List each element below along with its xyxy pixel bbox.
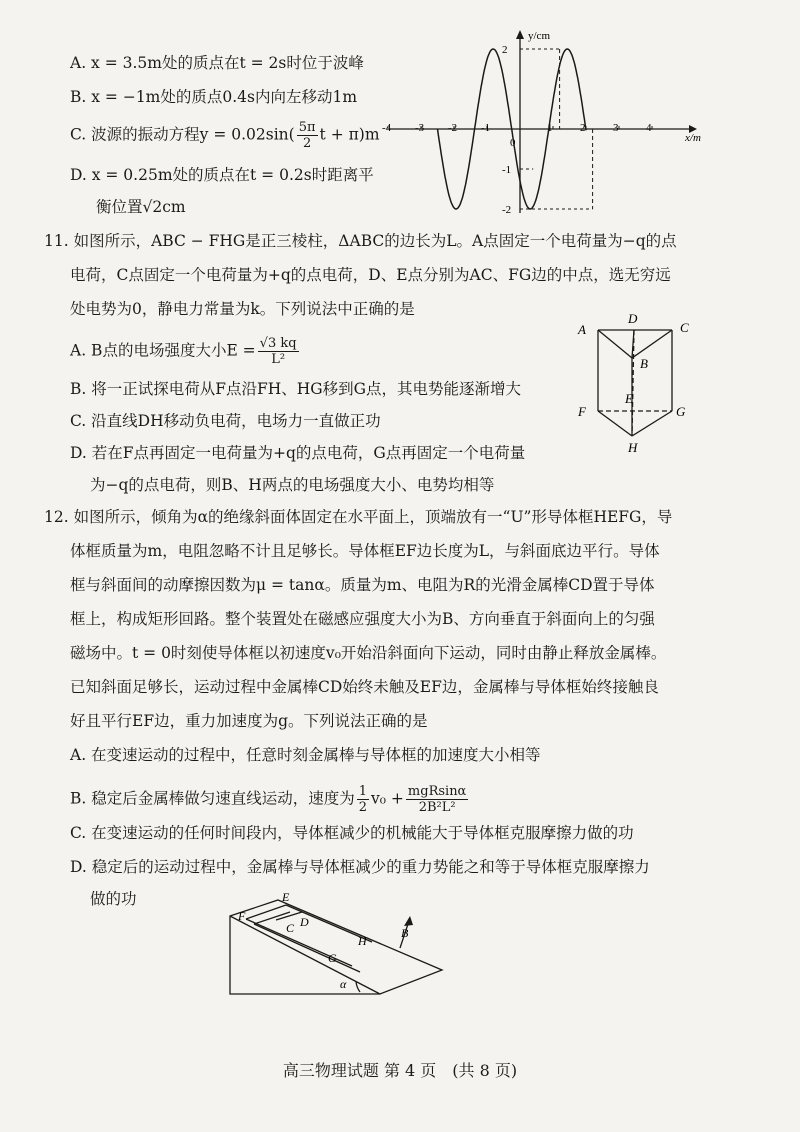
q11-stem-line3: 处电势为0，静电力常量为k。下列说法中正确的是 [70,300,415,318]
y-axis-arrow [516,30,524,39]
fraction-denominator: L² [271,352,286,367]
x-tick-label: 4 [646,122,652,134]
q12-option-a: A. 在变速运动的过程中，任意时刻金属棒与导体框的加速度大小相等 [70,746,541,764]
field-arrow-head [404,916,413,926]
x-tick-label: -1 [481,122,491,134]
q11-option-a-fraction [258,336,299,367]
label-F: F [578,404,586,419]
y-tick-label: 2 [502,44,508,56]
q12-option-b [70,784,470,815]
x-tick-label: 3 [613,122,619,134]
q11-option-b: B. 将一正试探电荷从F点沿FH、HG移到G点，其电势能逐渐增大 [70,380,522,398]
q11-option-d-line2: 为−q的点电荷，则B、H两点的电场强度大小、电势均相等 [90,476,495,494]
label-C: C [680,320,689,335]
label-B: B [640,356,648,371]
q12-stem-line2: 体框质量为m，电阻忽略不计且足够长。导体框EF边长度为L，与斜面底边平行。导体 [70,542,660,560]
y-axis-label: y/cm [528,30,550,42]
q12-stem-line1: 12. 如图所示，倾角为α的绝缘斜面体固定在水平面上，顶端放有一“U”形导体框HEFG，导 [44,508,673,526]
x-tick-label: 1 [547,122,553,134]
label-F: F [238,909,246,923]
x-tick-label: -4 [382,122,392,134]
incline-figure [220,888,460,1000]
q12-option-b-fraction2 [406,784,468,815]
x-tick-label: -3 [415,122,425,134]
x-tick-label: -2 [448,122,458,134]
incline-lines [230,900,442,994]
label-H: H [628,440,638,455]
q12-option-d-line2: 做的功 [90,890,137,908]
q12-option-b-pre: B. 稳定后金属棒做匀速直线运动，速度为 [70,789,355,808]
label-E: E [625,391,633,406]
label-C: C [286,921,295,935]
q10-option-c-post: t + π)m [319,125,380,144]
fraction-numerator: 5π [298,120,316,135]
prism-figure [570,308,700,458]
q11-stem-line2: 电荷，C点固定一个电荷量为+q的点电荷，D、E点分别为AC、FG边的中点，选无穷远 [70,266,671,284]
q11-option-a-pre: A. B点的电场强度大小E = [70,341,256,360]
q10-option-c-pre: C. 波源的振动方程y = 0.02sin( [70,125,295,144]
label-G: G [676,404,686,419]
q11-option-c: C. 沿直线DH移动负电荷，电场力一直做正功 [70,412,381,430]
q11-option-a [70,336,301,367]
y-tick-label: -1 [502,164,512,176]
q12-stem-line6: 已知斜面足够长，运动过程中金属棒CD始终未触及EF边，金属棒与导体框始终接触良 [70,678,659,696]
q12-option-b-mid: v₀ + [371,789,404,808]
q11-option-d-line1: D. 若在F点再固定一电荷量为+q的点电荷，G点再固定一个电荷量 [70,444,526,462]
fraction-numerator: 1 [358,784,368,799]
label-D: D [300,915,309,929]
label-A: A [578,322,586,337]
q12-stem-line5: 磁场中。t = 0时刻使导体框以初速度v₀开始沿斜面向下运动，同时由静止释放金属棒。 [70,644,667,662]
q10-option-c [70,120,380,151]
x-tick-label: 2 [580,122,586,134]
q12-stem-line4: 框上，构成矩形回路。整个装置处在磁感应强度大小为B、方向垂直于斜面向上的匀强 [70,610,655,628]
label-B: B [401,926,409,940]
x-axis-label: x/m [685,132,701,144]
label-alpha: α [340,977,347,991]
y-tick-label: -2 [502,204,512,216]
wave-graph [382,25,715,220]
wave-axes [382,30,701,216]
fraction-denominator: 2B²L² [418,800,456,815]
q12-option-b-fraction1 [357,784,369,815]
label-E: E [282,890,290,904]
fraction-denominator: 2 [358,800,368,815]
q10-option-d-line2: 衡位置√2cm [96,198,186,216]
q12-option-c: C. 在变速运动的任何时间段内，导体框减少的机械能大于导体框克服摩擦力做的功 [70,824,634,842]
q11-stem-line1: 11. 如图所示，ABC − FHG是正三棱柱，ΔABC的边长为L。A点固定一个电荷量为−q的点 [44,232,677,250]
prism-lines [598,330,672,436]
label-H: H [358,934,367,948]
fraction-denominator: 2 [302,136,312,151]
fraction-numerator: mgRsinα [407,784,467,799]
q10-option-c-fraction [297,120,318,151]
q10-option-b: B. x = −1m处的质点0.4s内向左移动1m [70,88,358,106]
fraction-numerator: √3 kq [259,336,297,351]
origin-label: 0 [510,137,516,149]
q10-option-d-line1: D. x = 0.25m处的质点在t = 0.2s时距离平 [70,166,374,184]
q12-option-d-line1: D. 稳定后的运动过程中，金属棒与导体框减少的重力势能之和等于导体框克服摩擦力 [70,858,650,876]
label-G: G [328,951,337,965]
q12-stem-line7: 好且平行EF边，重力加速度为g。下列说法正确的是 [70,712,428,730]
q12-stem-line3: 框与斜面间的动摩擦因数为μ = tanα。质量为m、电阻为R的光滑金属棒CD置于导体 [70,576,655,594]
page-footer: 高三物理试题 第 4 页 (共 8 页) [282,1061,518,1080]
q10-option-a: A. x = 3.5m处的质点在t = 2s时位于波峰 [70,54,364,72]
label-D: D [628,311,638,326]
